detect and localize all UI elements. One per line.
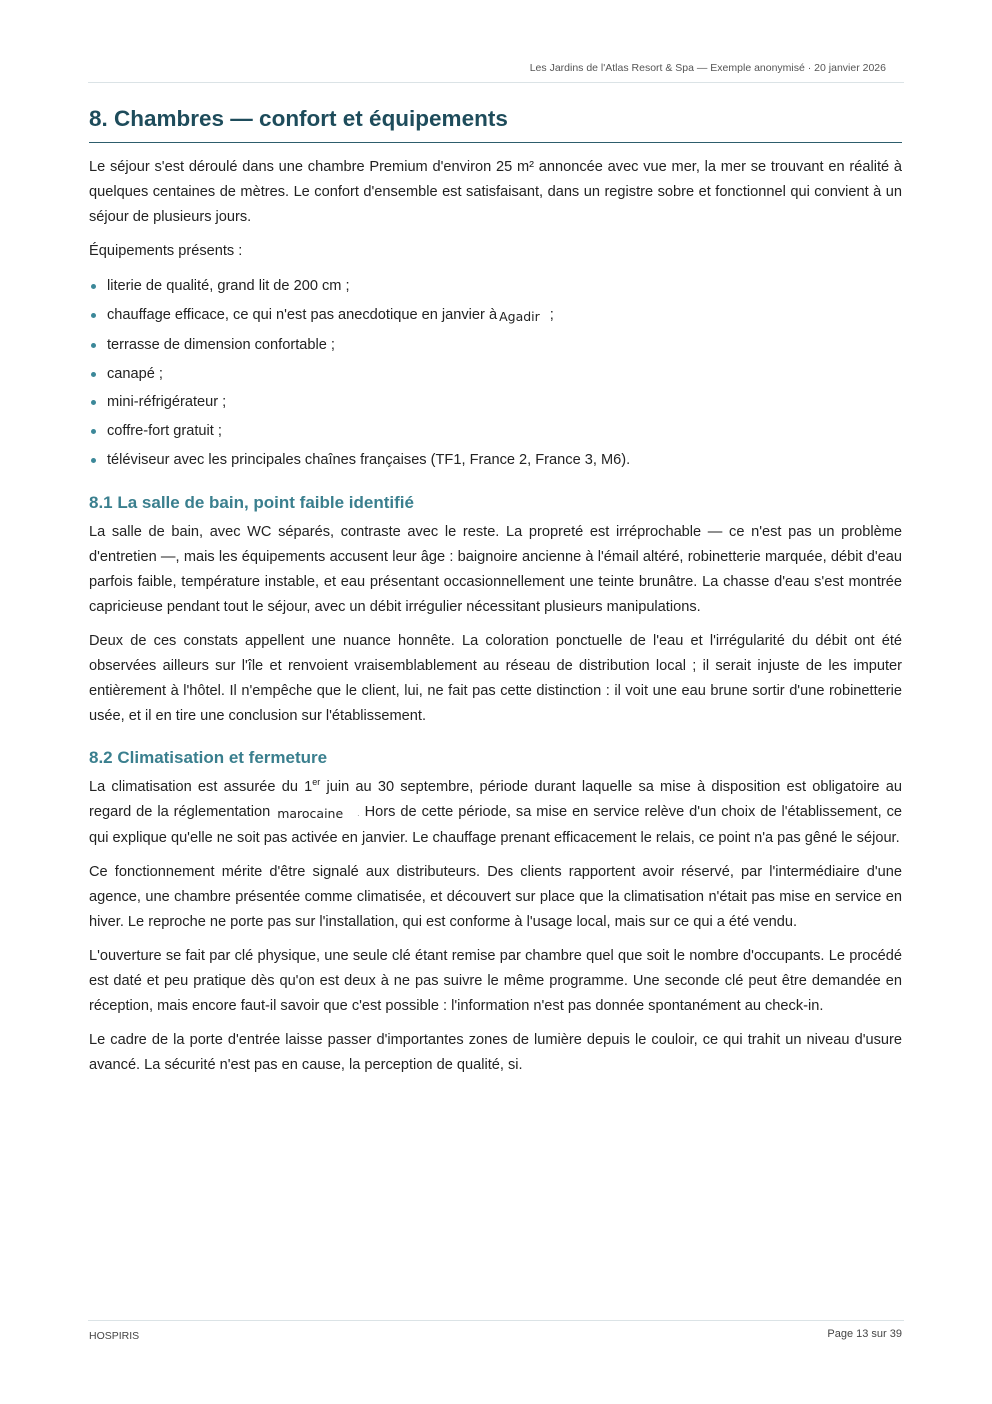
- inline-word: marocaine: [277, 806, 344, 822]
- list-item: coffre-fort gratuit ;: [107, 417, 902, 446]
- page-number: Page 13 sur 39: [827, 1328, 902, 1340]
- intro-paragraph: Le séjour s'est déroulé dans une chambre Premium d'environ 25 m² annoncée avec vue mer, la mer se trouvant en réalité à quelques centaines de mètres. Le confort d'ensemble est satisfaisant, dans un registre sobre et fonctionnel qui convient à un séjour de plusieurs jours.: [89, 159, 902, 225]
- list-item: literie de qualité, grand lit de 200 cm ;: [107, 272, 902, 301]
- equipment-list: [89, 272, 902, 474]
- running-header: Les Jardins de l'Atlas Resort & Spa — Exemple anonymisé · 20 janvier 2026: [529, 62, 886, 74]
- subsection-title-bathroom: 8.1 La salle de bain, point faible identifié: [89, 493, 414, 513]
- footer-divider: [88, 1320, 904, 1321]
- section-title: 8. Chambres — confort et équipements: [89, 100, 902, 143]
- climate-paragraph-4: Le cadre de la porte d'entrée laisse passer d'importantes zones de lumière depuis le couloir, ce qui trahit un niveau d'usure avancé. La sécurité n'est pas en cause, la perception de qualité, si.: [89, 1032, 902, 1074]
- climate-paragraph-2: Ce fonctionnement mérite d'être signalé aux distributeurs. Des clients rapportent avoir réservé, par l'intermédiaire d'une agence, une chambre présentée comme climatisée, et découvert sur place que la climatisation n'était pas mise en service en hiver. Le reproche ne porte pas sur l'installation, qui est conforme à l'usage local, mais sur ce qui a été vendu.: [89, 864, 902, 931]
- list-item: mini-réfrigérateur ;: [107, 388, 902, 417]
- list-item: chauffage efficace, ce qui n'est pas anecdotique en janvier à Agadir ;: [107, 301, 902, 332]
- list-item: canapé ;: [107, 360, 902, 389]
- equipment-label: Équipements présents :: [89, 243, 243, 259]
- subsection-title-climate: 8.2 Climatisation et fermeture: [89, 748, 328, 768]
- header-divider: [88, 82, 904, 83]
- bathroom-paragraph-2: Deux de ces constats appellent une nuance honnête. La coloration ponctuelle de l'eau et l'irrégularité du débit ont été observées ailleurs sur l'île et renvoient vraisemblablement au réseau de distribution local ; il serait injuste de les imputer entièrement à l'hôtel. Il n'empêche que le client, lui, ne fait pas cette distinction : il voit une eau brune sortir d'une robinetterie usée, et il en tire une conclusion sur l'établissement.: [89, 633, 902, 725]
- climate-paragraph-1: La climatisation est assurée du 1er juin au 30 septembre, période durant laquelle sa mise à disposition est obligatoire au regard de la réglementation marocaine . Hors de cette période, sa mise en service relève d'un choix de l'établissement, ce qui explique qu'elle ne soit pas activée en janvier. Le chauffage prenant efficacement le relais, ce point n'a pas gêné le séjour.: [89, 777, 903, 847]
- footer-brand: HOSPIRIS: [89, 1330, 140, 1342]
- bathroom-paragraph-1: La salle de bain, avec WC séparés, contraste avec le reste. La propreté est irréprochable — ce n'est pas un problème d'entretien —, mais les équipements accusent leur âge : baignoire ancienne à l'émail altéré, robinetterie marquée, débit d'eau parfois faible, température instable, et eau présentant occasionnellement une teinte brunâtre. La chasse d'eau s'est montrée capricieuse pendant tout le séjour, avec un débit irrégulier nécessitant plusieurs manipulations.: [89, 524, 902, 616]
- climate-paragraph-3: L'ouverture se fait par clé physique, une seule clé étant remise par chambre quel que soit le nombre d'occupants. Le procédé est daté et peu pratique dès qu'on est deux à ne pas suivre le même programme. Une seconde clé peut être demandée en réception, mais encore faut-il savoir que c'est possible : l'information n'est pas donnée spontanément au check-in.: [89, 948, 902, 1015]
- city-name: Agadir: [499, 308, 540, 324]
- list-item: terrasse de dimension confortable ;: [107, 331, 902, 360]
- list-item: téléviseur avec les principales chaînes françaises (TF1, France 2, France 3, M6).: [107, 446, 902, 475]
- page-content: [89, 100, 902, 1078]
